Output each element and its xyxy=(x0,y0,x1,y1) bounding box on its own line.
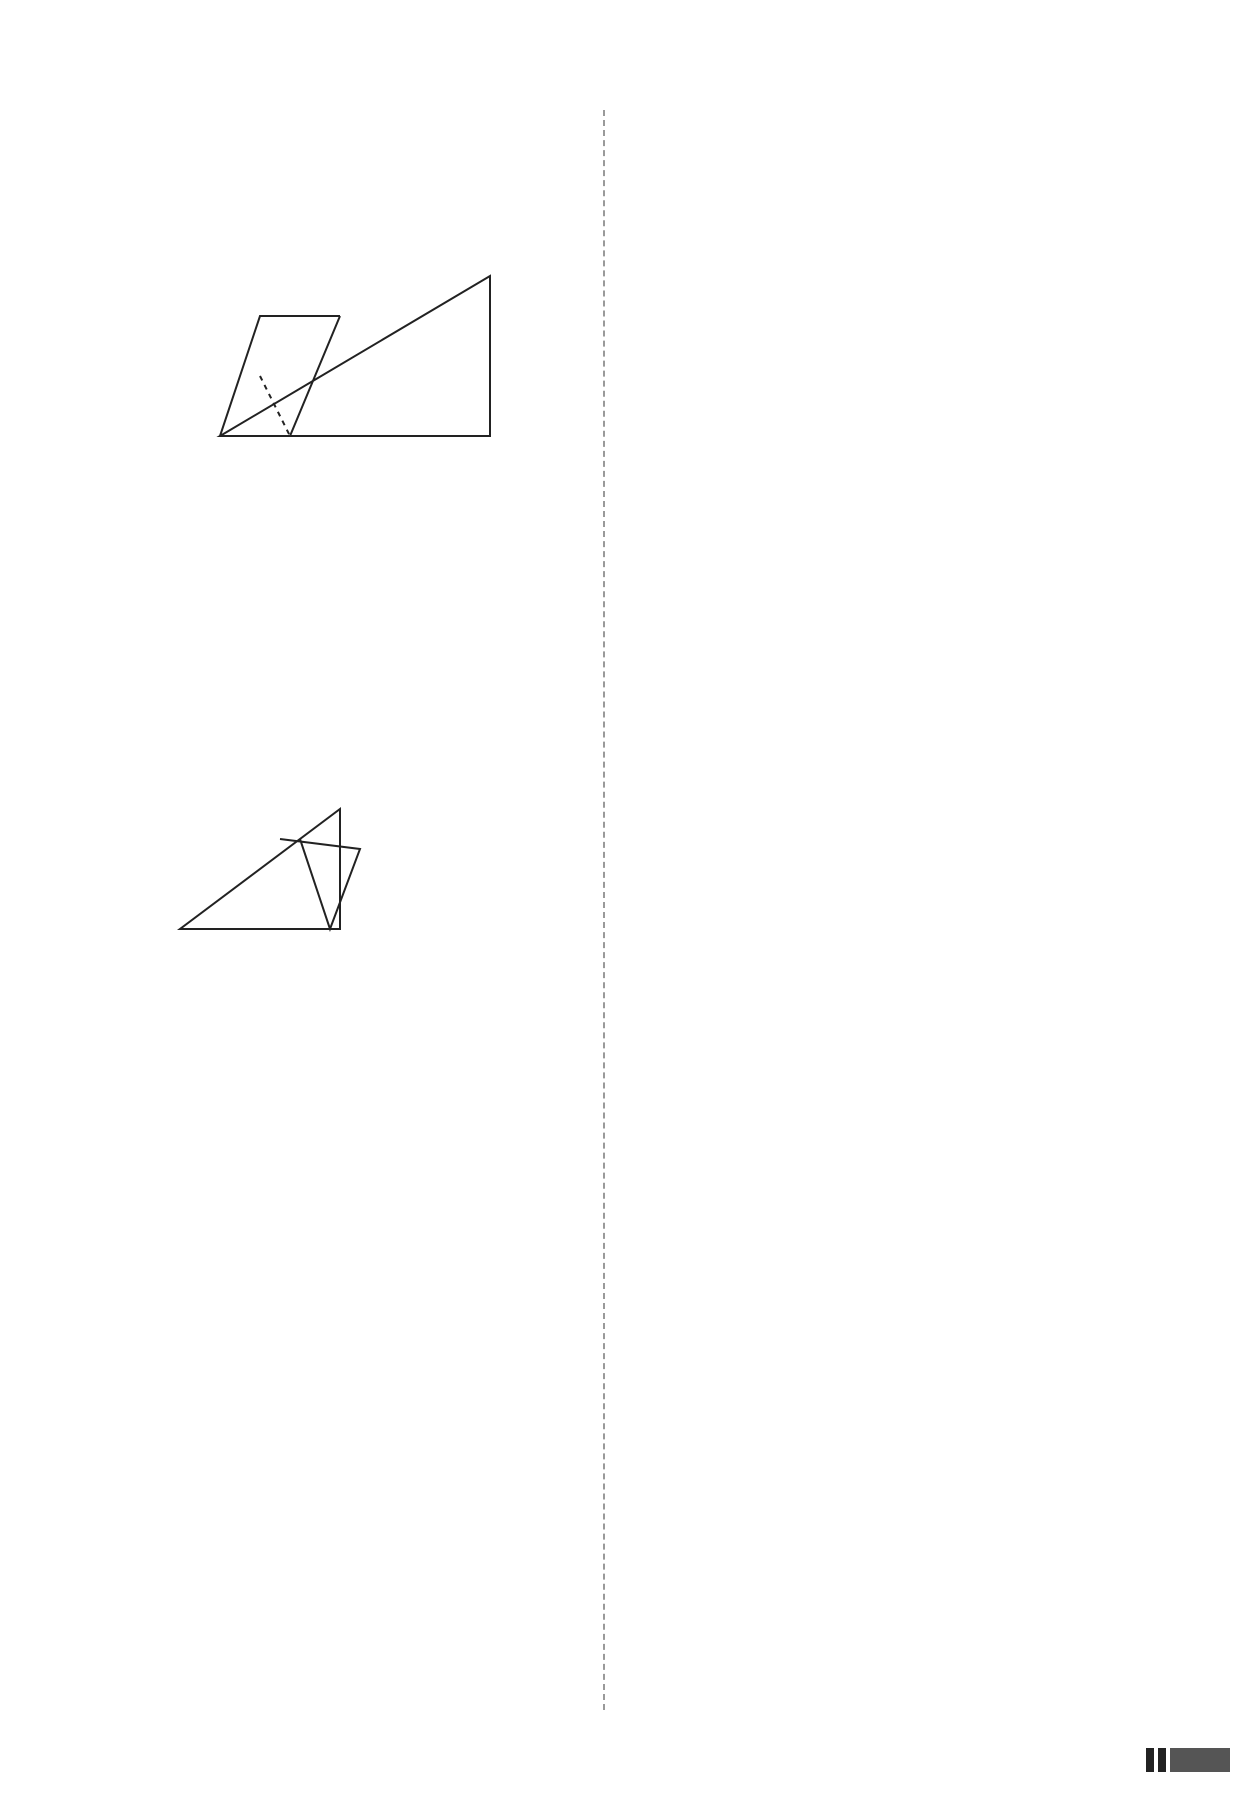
text-line xyxy=(80,1510,580,1542)
text-line xyxy=(640,1076,1200,1108)
text-line xyxy=(640,782,1200,814)
text-line xyxy=(80,628,580,660)
text-line xyxy=(640,404,1200,436)
page-footer xyxy=(910,1742,1230,1778)
text-line xyxy=(640,656,1200,688)
text-line xyxy=(640,488,1200,520)
column-divider xyxy=(603,110,606,1710)
text-line xyxy=(640,992,1200,1024)
text-line xyxy=(640,698,1200,730)
section-heading xyxy=(80,1244,580,1276)
text-line xyxy=(80,670,580,702)
text-line xyxy=(640,236,1200,268)
text-line xyxy=(80,978,580,1010)
text-line xyxy=(80,586,580,618)
text-line xyxy=(80,1188,580,1220)
text-line xyxy=(80,1020,580,1052)
text-line xyxy=(80,502,580,534)
text-line xyxy=(640,950,1200,982)
text-line xyxy=(80,1426,580,1458)
text-line xyxy=(80,1384,580,1416)
text-line xyxy=(80,1468,580,1500)
text-line xyxy=(640,530,1200,562)
text-line xyxy=(640,572,1200,604)
text-line xyxy=(80,460,580,492)
rhombus xyxy=(280,839,360,929)
text-line xyxy=(80,712,580,744)
perpendicular xyxy=(260,376,290,436)
text-line xyxy=(80,152,580,184)
left-column xyxy=(80,110,580,1594)
text-line xyxy=(640,866,1200,898)
text-line xyxy=(640,278,1200,310)
geometry-figure-fold-pq xyxy=(100,764,560,964)
triangle xyxy=(180,809,340,929)
text-line xyxy=(640,446,1200,478)
text-line xyxy=(640,194,1200,226)
text-line xyxy=(640,614,1200,646)
footer-decoration xyxy=(1146,1748,1230,1772)
text-line xyxy=(80,1342,580,1374)
text-line xyxy=(80,1300,580,1332)
text-line xyxy=(80,544,580,576)
text-line xyxy=(640,362,1200,394)
text-line xyxy=(80,194,580,226)
text-line xyxy=(640,740,1200,772)
right-column xyxy=(640,110,1200,1118)
text-line xyxy=(80,1552,580,1584)
text-line xyxy=(80,1146,580,1178)
text-line xyxy=(640,824,1200,856)
geometry-figure-fold-ap xyxy=(100,246,560,446)
text-line xyxy=(80,110,580,142)
triangle xyxy=(220,276,490,436)
text-line xyxy=(640,1034,1200,1066)
text-line xyxy=(80,1062,580,1094)
text-line xyxy=(640,320,1200,352)
text-line xyxy=(640,152,1200,184)
text-line xyxy=(640,110,1200,142)
text-line xyxy=(80,1104,580,1136)
text-line xyxy=(640,908,1200,940)
